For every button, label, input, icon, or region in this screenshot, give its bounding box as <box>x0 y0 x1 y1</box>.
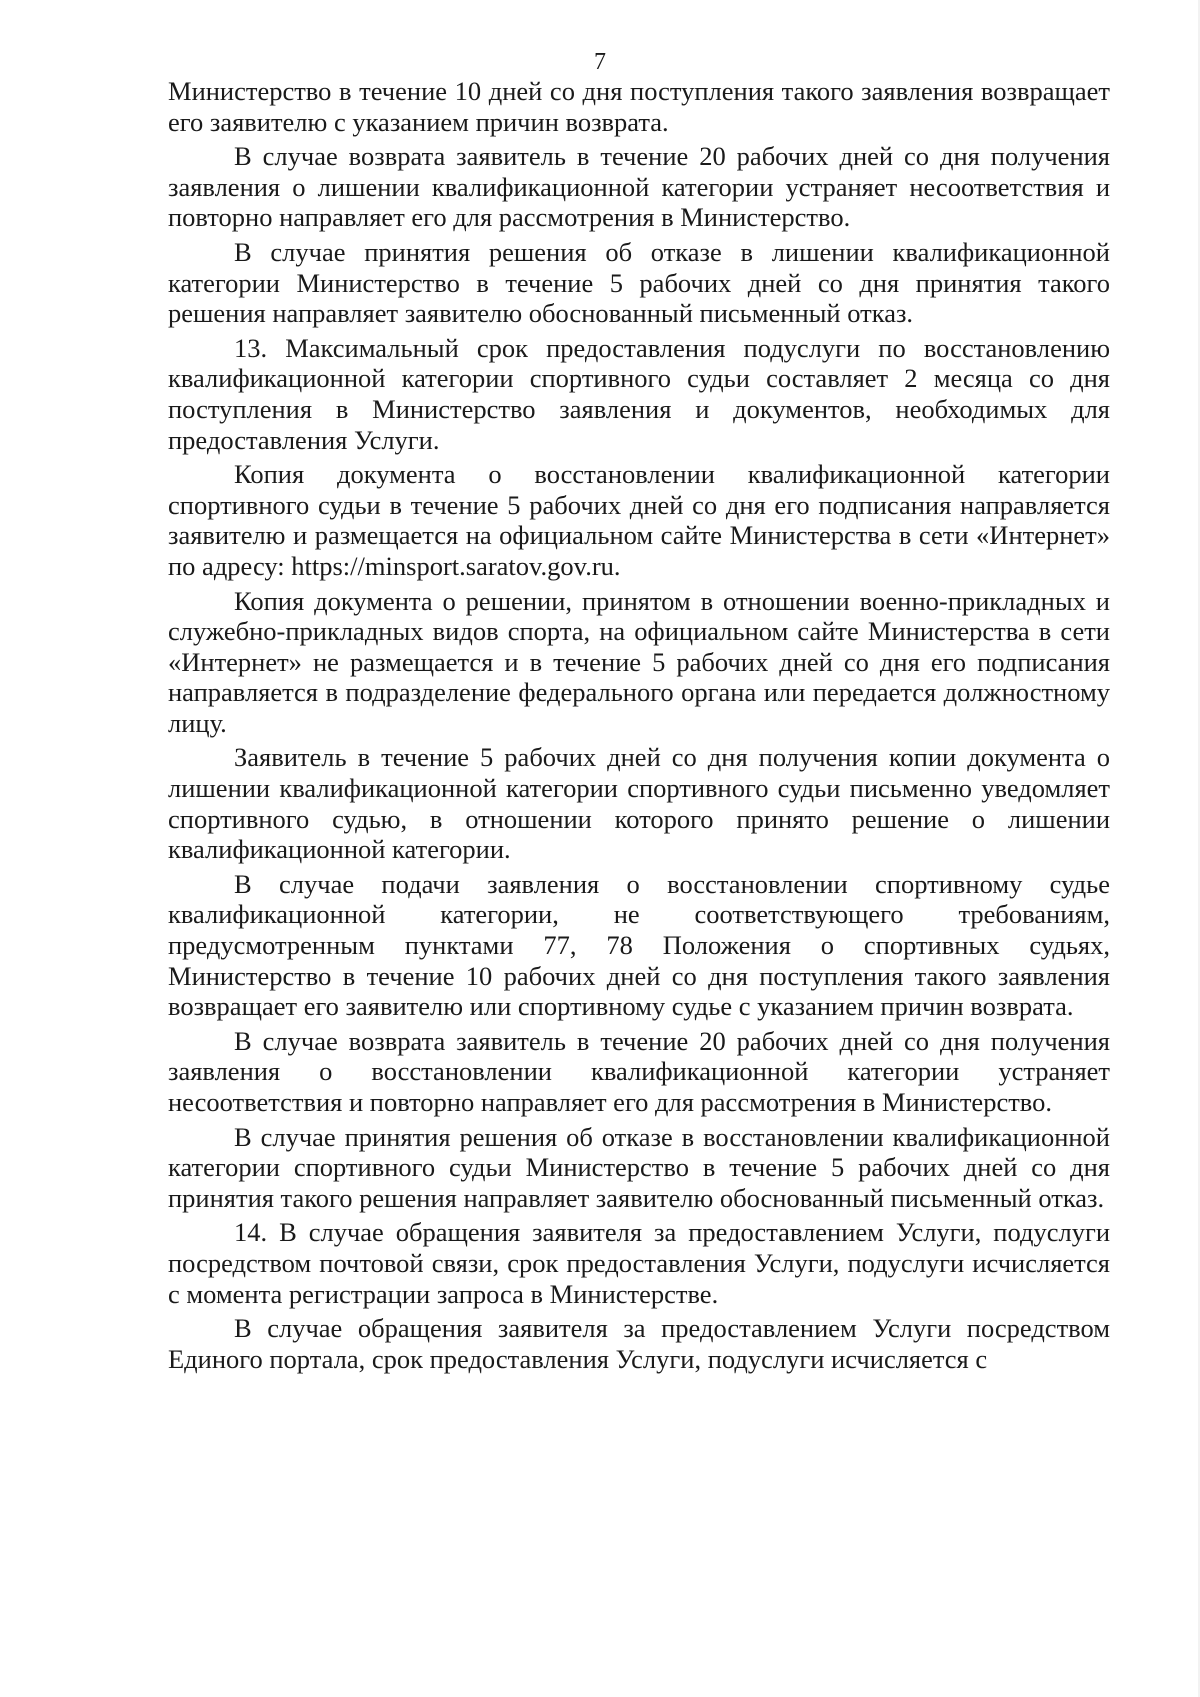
document-body <box>168 76 1110 1378</box>
paragraph-refusal-deprivation: В случае принятия решения об отказе в лишении квалификационной категории Министерство в течение 5 рабочих дней со дня принятия такого решения направляет заявителю обоснованный письменный отказ. <box>168 236 1110 329</box>
paragraph-refusal-restoration: В случае принятия решения об отказе в восстановлении квалификационной категории спортивного судьи Министерство в течение 5 рабочих дней со дня принятия такого решения направляет заявителю обоснованный письменный отказ. <box>168 1121 1110 1213</box>
page-number: 7 <box>594 49 606 75</box>
paragraph-item-13: 13. Максимальный срок предоставления подуслуги по восстановлению квалификационной категории спортивного судьи составляет 2 месяца со дня поступления в Министерство заявления и документов, необходимых для предоставления Услуги. <box>168 332 1110 455</box>
paragraph-return-restoration: В случае возврата заявитель в течение 20 рабочих дней со дня получения заявления о восстановлении квалификационной категории устраняет несоответствия и повторно направляет его для рассмотрения в Министерство. <box>168 1025 1110 1117</box>
paragraph-unified-portal: В случае обращения заявителя за предоставлением Услуги посредством Единого портала, срок предоставления Услуги, подуслуги исчисляется с <box>168 1313 1110 1374</box>
paragraph-restoration-noncompliance: В случае подачи заявления о восстановлении спортивному судье квалификационной категории, не соответствующего требованиям, предусмотренным пунктами 77, 78 Положения о спортивных судьях, Министерство в течение 10 рабочих дней со дня поступления такого заявления возвращает его заявителю или спортивному судье с указанием причин возврата. <box>168 868 1110 1022</box>
paragraph-item-14: 14. В случае обращения заявителя за предоставлением Услуги, подуслуги посредством почтовой связи, срок предоставления Услуги, подуслуги исчисляется с момента регистрации запроса в Министерстве. <box>168 1217 1110 1309</box>
paragraph-return-deprivation: В случае возврата заявитель в течение 20 рабочих дней со дня получения заявления о лишении квалификационной категории устраняет несоответствия и повторно направляет его для рассмотрения в Министерство. <box>168 141 1110 233</box>
paragraph-applicant-notification: Заявитель в течение 5 рабочих дней со дня получения копии документа о лишении квалификационной категории спортивного судьи письменно уведомляет спортивного судью, в отношении которого принято решение о лишении квалификационной категории. <box>168 742 1110 865</box>
paragraph-military-sports-copy: Копия документа о решении, принятом в отношении военно-прикладных и служебно-прикладных видов спорта, на официальном сайте Министерства в сети «Интернет» не размещается и в течение 5 рабочих дней со дня его подписания направляется в подразделение федерального органа или передается должностному лицу. <box>168 585 1110 738</box>
paragraph-restoration-copy: Копия документа о восстановлении квалификационной категории спортивного судьи в течение 5 рабочих дней со дня его подписания направляется заявителю и размещается на официальном сайте Министерства в сети «Интернет» по адресу: https://minsport.saratov.gov.ru. <box>168 459 1110 581</box>
paragraph-return-continuation: Министерство в течение 10 дней со дня поступления такого заявления возвращает его заявителю с указанием причин возврата. <box>168 76 1110 137</box>
